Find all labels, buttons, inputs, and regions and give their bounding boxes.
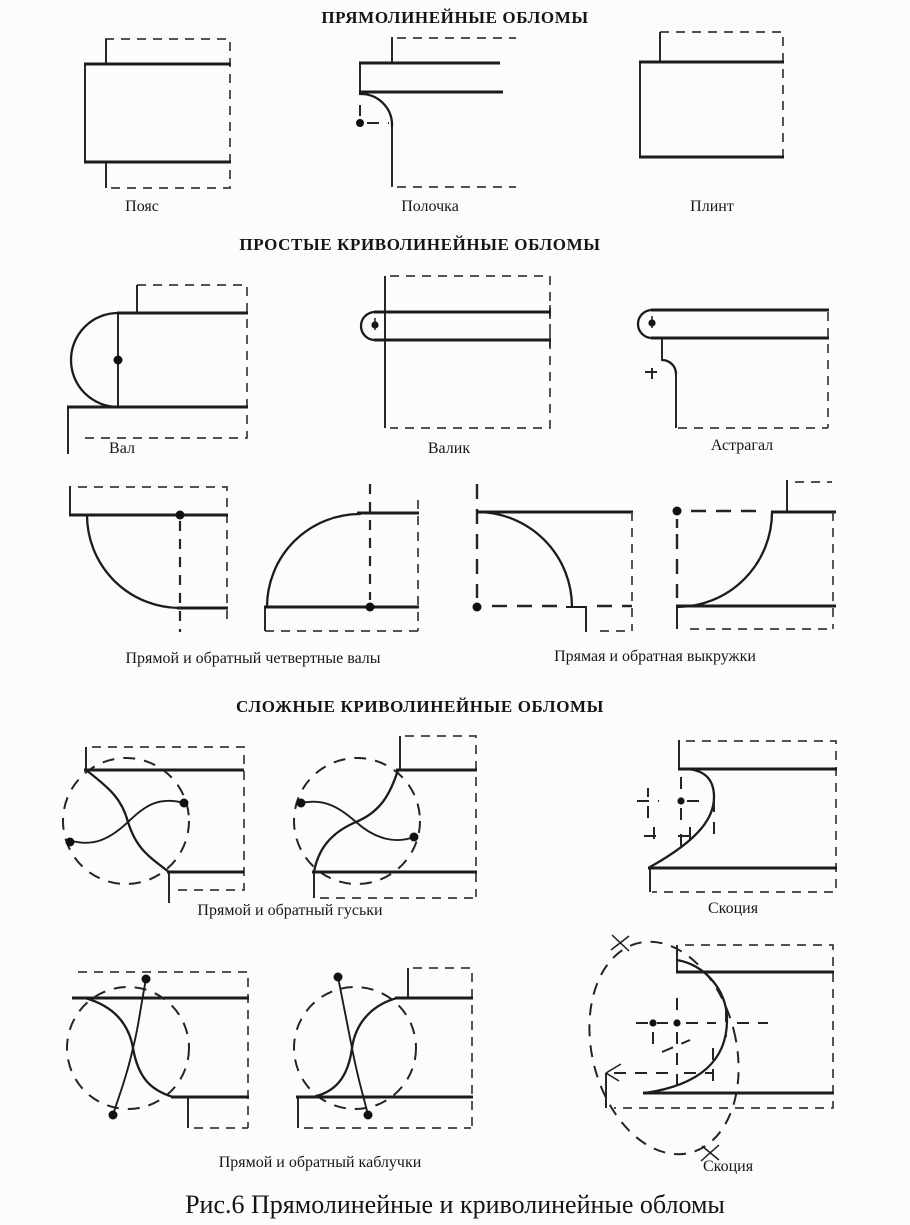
figure-scotia-2	[568, 926, 834, 1170]
figure-cyma-recta-reverse	[294, 736, 477, 898]
figure-label-cyma-recta: Прямой и обратный гуськи	[197, 902, 383, 919]
figure-quarter-round-direct	[69, 486, 228, 632]
figure-valik	[361, 276, 551, 428]
figure-label-plint: Плинт	[690, 198, 734, 215]
figure-label-polochka: Полочка	[401, 198, 459, 215]
figure-cyma-recta-direct	[63, 747, 244, 903]
figure-polochka	[356, 37, 516, 187]
figure-astragal	[638, 310, 829, 428]
figure-label-quarter-rounds: Прямой и обратный четвертные валы	[125, 650, 381, 667]
figure-label-cyma-reversa: Прямой и обратный каблучки	[218, 1154, 422, 1171]
figure-label-poyas: Пояс	[125, 198, 159, 215]
figure-caption: Рис.6 Прямолинейные и криволинейные обломы	[185, 1190, 725, 1219]
section-title-complex-curvilinear: СЛОЖНЫЕ КРИВОЛИНЕЙНЫЕ ОБЛОМЫ	[236, 697, 604, 716]
section-title-rectilinear: ПРЯМОЛИНЕЙНЫЕ ОБЛОМЫ	[321, 8, 589, 27]
figure-label-cavettos: Прямая и обратная выкружки	[554, 648, 756, 665]
figure-plint	[639, 32, 784, 158]
figure-label-scotia-2: Скоция	[702, 1158, 754, 1175]
figure-val	[67, 285, 248, 454]
figure-label-val: Вал	[109, 440, 135, 457]
figure-label-scotia-1: Скоция	[707, 900, 759, 917]
figure-label-valik: Валик	[427, 440, 471, 457]
figure-label-astragal: Астрагал	[710, 437, 774, 454]
figure-cyma-reversa-reverse	[294, 968, 473, 1128]
figure-poyas	[84, 39, 231, 188]
figure-quarter-round-reverse	[264, 484, 419, 631]
figure-cyma-reversa-direct	[67, 972, 249, 1128]
figure-scotia-1	[637, 740, 837, 892]
figure-cavetto-direct	[473, 484, 634, 632]
figure-cavetto-reverse	[673, 480, 837, 629]
section-title-simple-curvilinear: ПРОСТЫЕ КРИВОЛИНЕЙНЫЕ ОБЛОМЫ	[239, 235, 601, 254]
